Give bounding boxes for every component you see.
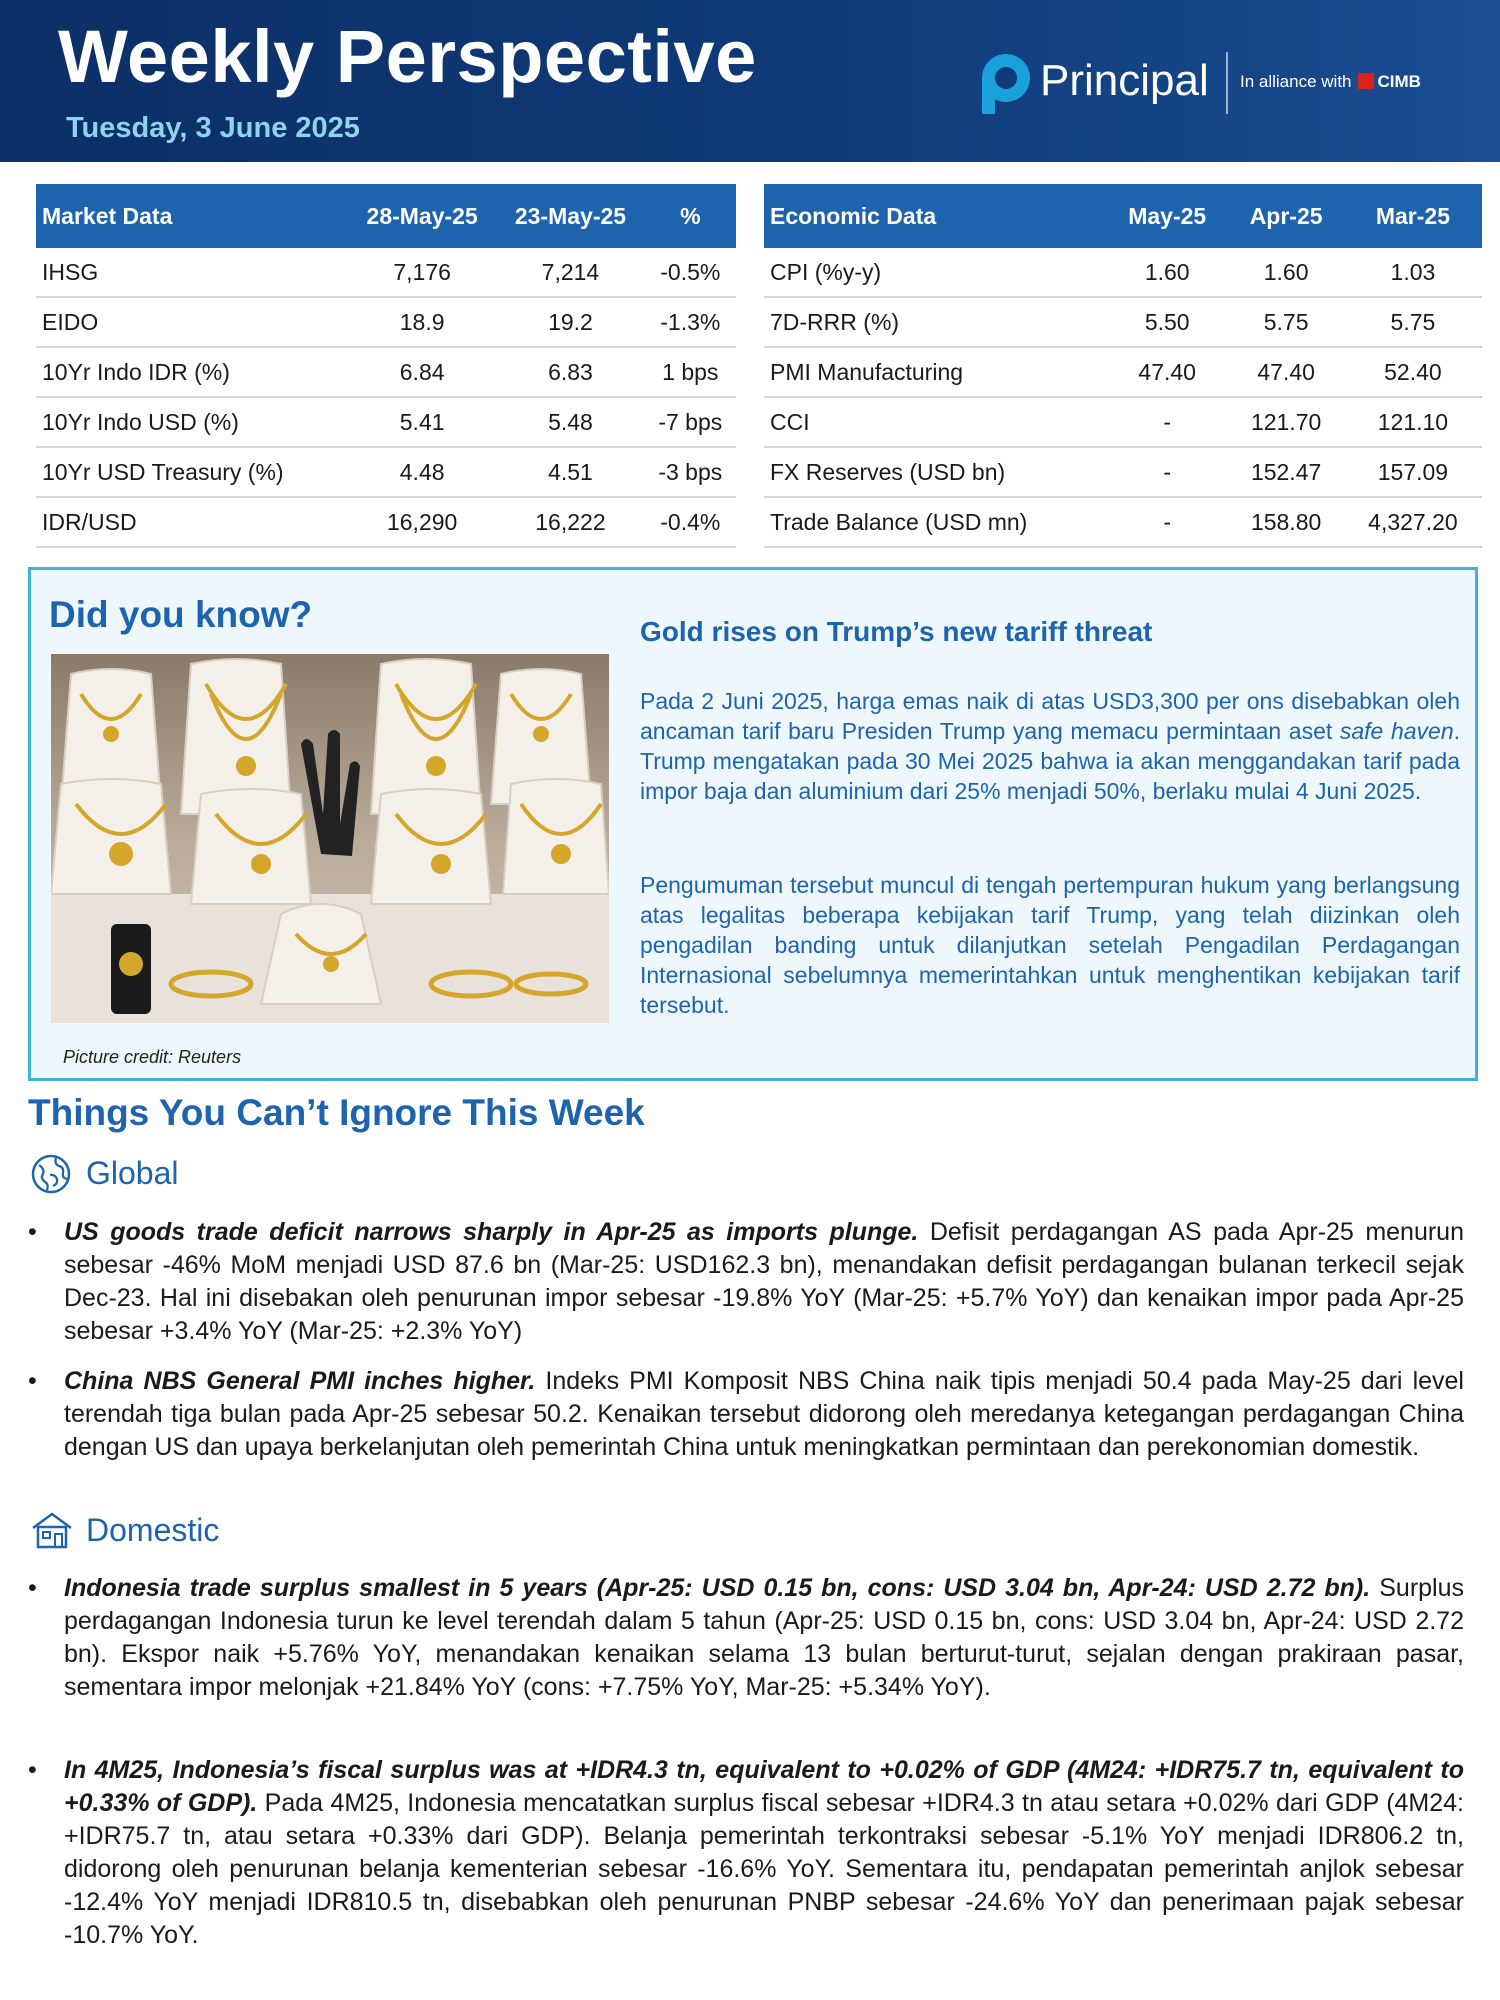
table-row <box>764 497 1482 547</box>
column-header: Economic Data <box>764 184 1106 248</box>
table-row <box>764 347 1482 397</box>
table-cell: 1.60 <box>1106 248 1228 297</box>
table-cell: 4,327.20 <box>1344 497 1482 547</box>
column-header: Mar-25 <box>1344 184 1482 248</box>
partner-name: CIMB <box>1377 72 1421 91</box>
header-banner <box>0 0 1500 162</box>
column-header: 28-May-25 <box>348 184 496 248</box>
table-header-row <box>36 184 736 248</box>
table-cell: 152.47 <box>1228 447 1343 497</box>
table-cell: -3 bps <box>645 447 736 497</box>
did-you-know-box <box>28 567 1478 1081</box>
table-cell: 6.84 <box>348 347 496 397</box>
table-row <box>764 397 1482 447</box>
bullet-body: Indeks PMI Komposit NBS China naik tipis menjadi 50.4 pada May-25 dari level terendah tiga bulan pada Apr-25 sebesar 50.2. Kenaikan tersebut didorong oleh meredanya ketegangan perdagangan China dengan US dan upaya berkelanjutan oleh pemerintah China untuk meningkatkan permintaan dan perekonomian domestik. <box>64 1367 1464 1461</box>
table-cell: 121.70 <box>1228 397 1343 447</box>
table-cell: 16,222 <box>496 497 644 547</box>
table-cell: 19.2 <box>496 297 644 347</box>
table-cell: 47.40 <box>1106 347 1228 397</box>
table-cell: IHSG <box>36 248 348 297</box>
table-cell: 7D-RRR (%) <box>764 297 1106 347</box>
table-row <box>36 497 736 547</box>
column-header: May-25 <box>1106 184 1228 248</box>
bullet-headline: US goods trade deficit narrows sharply in Apr-25 as imports plunge. <box>64 1218 919 1246</box>
bullet-headline: Indonesia trade surplus smallest in 5 years (Apr-25: USD 0.15 bn, cons: USD 3.04 bn, Apr-24: USD 2.72 bn). <box>64 1574 1371 1602</box>
table-cell: 158.80 <box>1228 497 1343 547</box>
table-cell: 5.50 <box>1106 297 1228 347</box>
table-cell: CCI <box>764 397 1106 447</box>
table-cell: 10Yr Indo USD (%) <box>36 397 348 447</box>
table-cell: 7,214 <box>496 248 644 297</box>
table-cell: PMI Manufacturing <box>764 347 1106 397</box>
table-cell: 121.10 <box>1344 397 1482 447</box>
table-row <box>36 297 736 347</box>
bullet-headline: In 4M25, Indonesia’s fiscal surplus was at +IDR4.3 tn, equivalent to +0.02% of GDP (4M24: +IDR75.7 tn, equivalent to +0.33% of GDP). <box>64 1756 1464 1817</box>
table-row <box>764 248 1482 297</box>
bullet-marker: • <box>28 1756 37 1784</box>
logo-divider <box>1226 52 1228 114</box>
paragraph-text: Pada 2 Juni 2025, harga emas naik di atas USD3,300 per ons disebabkan oleh ancaman tarif baru Presiden Trump yang memacu permintaan aset <box>640 688 1460 744</box>
table-cell: -0.4% <box>645 497 736 547</box>
gold-jewelry-photo <box>51 654 609 1023</box>
table-cell: 52.40 <box>1344 347 1482 397</box>
market-data-table <box>36 184 736 548</box>
table-cell: 4.48 <box>348 447 496 497</box>
article-headline: Gold rises on Trump’s new tariff threat <box>640 616 1153 647</box>
column-header: % <box>645 184 736 248</box>
article-paragraph: Pengumuman tersebut muncul di tengah pertempuran hukum yang berlangsung atas legalitas beberapa kebijakan tarif Trump, yang telah diizinkan oleh pengadilan banding untuk dilanjutkan setelah Pengadilan Perdagangan Internasional sebelumnya memerintahkan untuk menghentikan kebijakan tarif tersebut. <box>640 872 1460 1018</box>
bullet-body: Surplus perdagangan Indonesia turun ke level terendah dalam 5 tahun (Apr-25: USD 0.15 bn, cons: USD 3.04 bn, Apr-24: USD 2.72 bn). Ekspor naik +5.76% YoY, menandakan kenaikan selama 13 bulan berturut-turut, sejalan dengan prakiraan pasar, sementara impor melonjak +21.84% YoY (cons: +7.75% YoY, Mar-25: +5.34% YoY). <box>64 1574 1465 1701</box>
table-row <box>36 447 736 497</box>
bullet-text <box>64 1365 1464 1464</box>
jewelry-display-image <box>51 654 609 1023</box>
table-cell: 18.9 <box>348 297 496 347</box>
bullet-marker: • <box>28 1367 37 1395</box>
cimb-logo-icon <box>1358 73 1374 89</box>
table-cell: 5.48 <box>496 397 644 447</box>
table-row <box>36 397 736 447</box>
table-cell: FX Reserves (USD bn) <box>764 447 1106 497</box>
bullet-text <box>64 1754 1464 1952</box>
did-you-know-title: Did you know? <box>49 594 313 635</box>
page-title: Weekly Perspective <box>58 15 757 98</box>
table-cell: 47.40 <box>1228 347 1343 397</box>
table-cell: Trade Balance (USD mn) <box>764 497 1106 547</box>
bullet-body: Defisit perdagangan AS pada Apr-25 menurun sebesar -46% MoM menjadi USD 87.6 bn (Mar-25: USD162.3 bn), menandakan defisit perdagangan bulanan terkecil sejak Dec-23. Hal ini disebakan oleh penurunan impor sebesar -19.8% YoY (Mar-25: +5.7% YoY) dan kenaikan impor pada Apr-25 sebesar +3.4% YoY (Mar-25: +2.3% YoY) <box>64 1218 1464 1345</box>
table-cell: 5.75 <box>1228 297 1343 347</box>
table-cell: 6.83 <box>496 347 644 397</box>
bullet-marker: • <box>28 1218 37 1246</box>
table-cell: -7 bps <box>645 397 736 447</box>
table-cell: 16,290 <box>348 497 496 547</box>
bullet-marker: • <box>28 1574 37 1602</box>
paragraph-text: . Trump mengatakan pada 30 Mei 2025 bahwa ia akan menggandakan tarif pada impor baja dan aluminium dari 25% menjadi 50%, berlaku mulai 4 Juni 2025. <box>640 718 1460 804</box>
table-cell: 10Yr USD Treasury (%) <box>36 447 348 497</box>
alliance-text <box>1240 72 1421 92</box>
house-icon <box>30 1510 74 1550</box>
brand-logo <box>978 50 1458 120</box>
alliance-label: In alliance with <box>1240 72 1352 91</box>
bullet-body: Pada 4M25, Indonesia mencatatkan surplus fiscal sebesar +IDR4.3 tn atau setara +0.02% dari GDP (4M24: +IDR75.7 tn, atau setara +0.33% dari GDP). Belanja pemerintah terkontraksi sebesar -5.1% YoY menjadi IDR806.2 tn, didorong oleh penurunan belanja kementerian sebesar -16.6% YoY. Sementara itu, pendapatan pemerintah anjlok sebesar -12.4% YoY menjadi IDR810.5 tn, disebabkan oleh penurunan PNBP sebesar -24.6% YoY dan penerimaan pajak sebesar -10.7% YoY. <box>64 1789 1464 1949</box>
section-title: Things You Can’t Ignore This Week <box>28 1092 645 1133</box>
table-cell: -1.3% <box>645 297 736 347</box>
table-cell: IDR/USD <box>36 497 348 547</box>
table-row <box>36 347 736 397</box>
table-header-row <box>764 184 1482 248</box>
table-cell: CPI (%y-y) <box>764 248 1106 297</box>
subsection-global <box>30 1153 179 1197</box>
column-header: 23-May-25 <box>496 184 644 248</box>
table-cell: 7,176 <box>348 248 496 297</box>
table-cell: 10Yr Indo IDR (%) <box>36 347 348 397</box>
table-cell: 1 bps <box>645 347 736 397</box>
bullet-headline: China NBS General PMI inches higher. <box>64 1367 536 1395</box>
bullet-text <box>64 1572 1464 1704</box>
publication-date: Tuesday, 3 June 2025 <box>66 112 360 144</box>
table-cell: 4.51 <box>496 447 644 497</box>
table-cell: 1.60 <box>1228 248 1343 297</box>
table-cell: - <box>1106 397 1228 447</box>
principal-logo-icon <box>978 52 1032 116</box>
bullet-text <box>64 1216 1464 1348</box>
table-cell: -0.5% <box>645 248 736 297</box>
table-cell: EIDO <box>36 297 348 347</box>
table-cell: 1.03 <box>1344 248 1482 297</box>
table-row <box>764 297 1482 347</box>
article-paragraph <box>640 686 1460 806</box>
picture-credit: Picture credit: Reuters <box>63 1047 242 1067</box>
table-cell: 5.41 <box>348 397 496 447</box>
brand-name: Principal <box>1040 56 1209 105</box>
table-cell: - <box>1106 447 1228 497</box>
economic-data-table <box>764 184 1482 548</box>
column-header: Apr-25 <box>1228 184 1343 248</box>
subsection-label: Global <box>86 1155 179 1191</box>
table-row <box>36 248 736 297</box>
globe-icon <box>30 1153 72 1195</box>
table-cell: 5.75 <box>1344 297 1482 347</box>
paragraph-italic-term: safe haven <box>1339 718 1454 744</box>
column-header: Market Data <box>36 184 348 248</box>
subsection-domestic <box>30 1510 220 1554</box>
subsection-label: Domestic <box>86 1512 220 1548</box>
table-cell: - <box>1106 497 1228 547</box>
table-cell: 157.09 <box>1344 447 1482 497</box>
table-row <box>764 447 1482 497</box>
